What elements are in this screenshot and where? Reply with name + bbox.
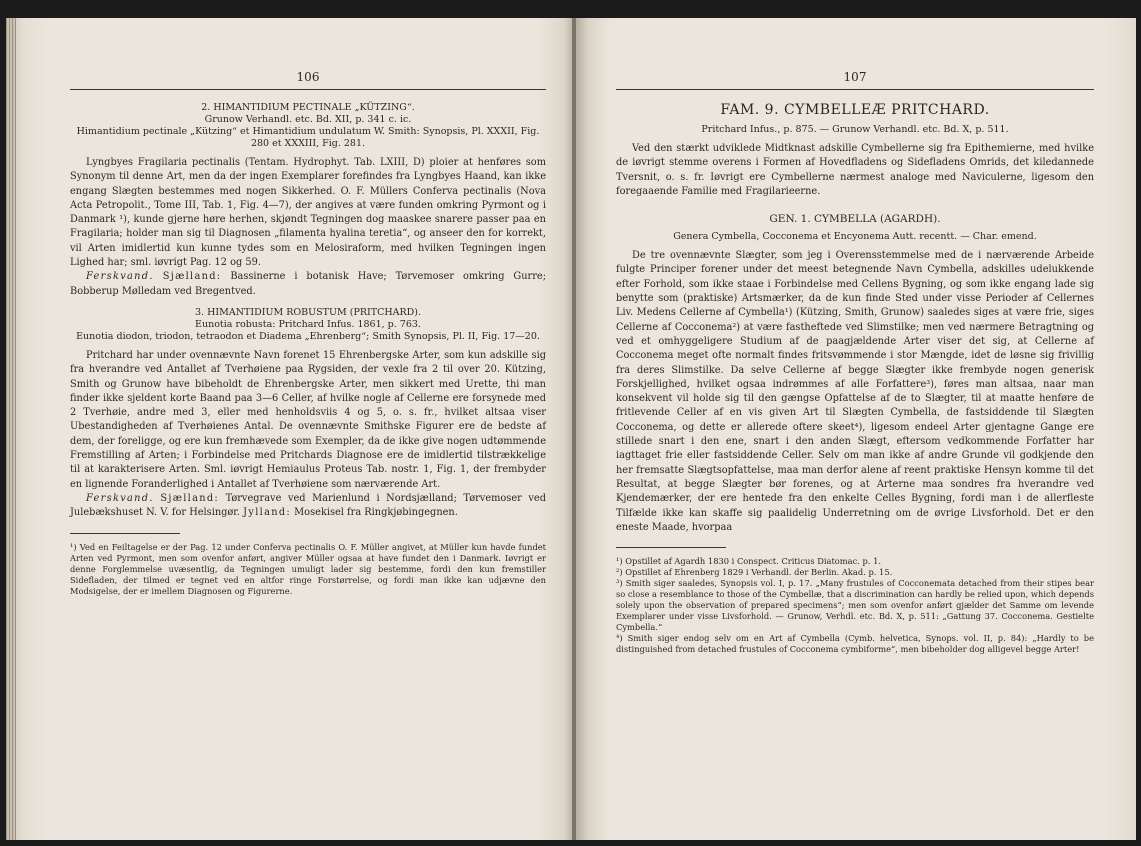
- family-heading: FAM. 9. CYMBELLEÆ PRITCHARD.: [720, 102, 990, 118]
- paragraph: Lyngbyes Fragilaria pectinalis (Tentam. Hydrophyt. Tab. LXIII, D) ploier at henføres som Synonym til denne Art, men da der ingen Exemplarer forefindes fra Lyngbyes Haand, kan ikke engang Slægten bestemmes med nogen Sikkerhed. O. F. Müllers Conferva pectinalis (Nova Acta Petropolit., Tome III, Tab. 1, Fig. 4—7), der angives at være funden omkring Pyrmont og i Danmark ¹), kunde gjerne høre herhen, skjøndt Tegningen dog maaskee snarere passer paa en Fragilaria; holder man sig til Diagnosen „filamenta hyalina teretia“, og anseer den for korrekt, vil Arten imidlertid kun kunne tydes som en Melosiraform, med hvilken Tegningen ingen Lighed har; sml. iøvrigt Pag. 12 og 59.: [70, 157, 546, 269]
- region-label: Sjælland:: [160, 492, 219, 504]
- right-page: [576, 18, 1136, 840]
- species-heading: 2. HIMANTIDIUM PECTINALE „KÜTZING“.: [201, 102, 415, 113]
- region-label: Sjælland:: [162, 271, 222, 283]
- species-reference: Eunotia diodon, triodon, tetraodon et Diadema „Ehrenberg“; Smith Synopsis, Pl. II, Fig. 17—20.: [76, 330, 540, 342]
- locality-text: Mosekisel fra Ringkjøbingegnen.: [294, 507, 458, 519]
- footnote: ²) Opstillet af Ehrenberg 1829 i Verhandl. der Berlin. Akad. p. 15.: [616, 567, 893, 578]
- locality-text: Tørvegrave ved Marienlund i Nordsjælland; Tørvemoser ved Julebækshuset N. V. for Helsingør.: [70, 492, 546, 519]
- footnote: ¹) Ved en Feiltagelse er der Pag. 12 under Conferva pectinalis O. F. Müller angivet, at Müller kun havde fundet Arten ved Pyrmont, men som ovenfor anført, angiver Müller ogsaa at have fundet den i Danmark. Iøvrigt er denne Forglemmelse uvæsentlig, da Tegningen umuligt lader sig bestemme, fordi den kun fremstiller Sidefladen, der tilmed er tegnet ved en altfor ringe Forstørrelse, og fordi man ikke kan udjævne den Modsigelse, der er imellem Diagnosen og Figurerne.: [70, 541, 546, 596]
- genus-reference: Genera Cymbella, Cocconema et Encyonema Autt. recentt. — Char. emend.: [673, 231, 1037, 243]
- page-number-left: 106: [296, 70, 320, 84]
- genus-heading: GEN. 1. CYMBELLA (AGARDH).: [769, 213, 941, 226]
- open-book: [6, 18, 1136, 840]
- habitat-label: Ferskvand.: [86, 492, 154, 504]
- footnote-rule: [616, 547, 726, 548]
- locality-text: Bassinerne i botanisk Have; Tørvemoser omkring Gurre; Bobberup Mølledam ved Bregentved.: [70, 271, 546, 297]
- footnote: ³) Smith siger saaledes, Synopsis vol. I, p. 17. „Many frustules of Cocconemata detached from their stipes bear so close a resemblance to those of the Cymbellæ, that a discrimination can hardly be relied upon, which depends solely upon the observation of prepared specimens“; men som ovenfor anført gjælder det Samme om levende Exemplarer under visse Livsforhold. — Grunow, Verhdl. etc. Bd. X, p. 511: „Gattung 37. Cocconema. Gestielte Cymbella.“: [616, 578, 1094, 633]
- species-reference: Eunotia robusta: Pritchard Infus. 1861, p. 763.: [195, 318, 421, 330]
- footnote-rule: [70, 533, 180, 534]
- habitat-label: Ferskvand.: [86, 271, 154, 283]
- family-reference: Pritchard Infus., p. 875. — Grunow Verhandl. etc. Bd. X, p. 511.: [701, 124, 1009, 135]
- locality-line: [70, 270, 546, 299]
- species-heading: 3. HIMANTIDIUM ROBUSTUM (PRITCHARD).: [194, 306, 421, 318]
- species-reference: Grunow Verhandl. etc. Bd. XII, p. 341 c. ic.: [204, 114, 412, 125]
- footnote: ⁴) Smith siger endog selv om en Art af Cymbella (Cymb. helvetica, Synops. vol. II, p. 84): „Hardly to be distinguished from detached frustules of Cocconema cymbiforme“, men bibeholder dog alligevel begge Arter!: [616, 633, 1094, 655]
- paragraph: De tre ovennævnte Slægter, som jeg i Overensstemmelse med de i nærværende Arbeide fulgte Principer forener under det meest betegnende Navn Cymbella, adskilles udelukkende efter Forhold, som ikke staae i Forbindelse med Cellens Bygning, og som ikke engang lade sig benytte som (praktiske) Artsmærker, da de kun finde Sted under visse Perioder af Cellernes Liv. Medens Cellerne af Cymbella¹) (Kützing, Smith, Grunow) saaledes siges at være frie, siges Cellerne af Cocconema²) at være fastheftede ved Slimstilke; men ved nærmere Betragtning og ved et omhyggeligere Studium af de paagjældende Arter viser det sig, at Cellerne af Cocconema meget ofte normalt findes fritsvømmende i stor Mængde, idet de løsne sig frivillig fra deres Slimstilke. Da selve Cellerne af begge Slægter ikke frembyde nogen generisk Forskjellighed, hvilket ogsaa indrømmes af alle Forfattere³), føres man altsaa, naar man konsekvent vil holde sig til den gængse Opfattelse af de to Slægter, til at maatte henføre de fritlevende Celler af en vis given Art til Slægten Cymbella, de fastsiddende til Slægten Cocconema, og dette er allerede oftere skeet⁴), ligesom endeel Arter gjentagne Gange ere stillede snart i den ene, snart i den anden Slægt, eftersom vedkommende Forfatter har iagttaget frie eller fastsiddende Celler. Selv om man ikke af andre Grunde vil godkjende den her fremsatte Slægtsopfattelse, maa man derfor alene af reent praktiske Hensyn komme til det Resultat, at begge Slægter bør forenes, og at Arterne maa sondres fra hverandre ved Kjendemærker, der ere hentede fra den enkelte Celles Bygning, fordi man i de allerfleste Tilfælde ikke kan skaffe sig paalidelig Underretning om de øvrige Livsforhold. Det er den eneste Maade, hvorpaa: [616, 250, 1094, 533]
- left-page: [6, 18, 574, 840]
- footnote: ¹) Opstillet af Agardh 1830 i Conspect. Criticus Diatomac. p. 1.: [616, 556, 882, 567]
- paragraph: Ved den stærkt udviklede Midtknast adskille Cymbellerne sig fra Epithemierne, med hvilke de iøvrigt stemme overens i Formen af Hovedfladens og Sidefladens Omrids, det kiledannede Tversnit, o. s. fr. Iøvrigt ere Cymbellerne nærmest analoge med Naviculerne, ligesom den foregaaende Familie med Fragilarieerne.: [616, 143, 1094, 197]
- header-rule: [616, 89, 1094, 90]
- species-reference: Himantidium pectinale „Kützing“ et Himantidium undulatum W. Smith: Synopsis, Pl. XXXII, Fig. 280 et XXXIII, Fig. 281.: [76, 126, 540, 149]
- header-rule: [70, 89, 546, 90]
- locality-line: [70, 492, 546, 521]
- page-edge: [6, 18, 16, 840]
- region-label: Jylland:: [243, 507, 292, 519]
- page-number-right: 107: [843, 70, 867, 84]
- paragraph: Pritchard har under ovennævnte Navn forenet 15 Ehrenbergske Arter, som kun adskille sig fra hverandre ved Antallet af Tverhøiene paa Rygsiden, der vexle fra 2 til over 20. Kützing, Smith og Grunow have bibeholdt de Ehrenbergske Arter, men sikkert med Urette, thi man finder ikke sjeldent korte Baand paa 3—6 Celler, af hvilke nogle af Cellerne ere forsynede med 2 Tverhøie, andre med 3, eller med henholdsviis 4 og 5, o. s. fr., hvilket altsaa viser Ubestandigheden af Tverhøienes Antal. De ovennævnte Smithske Figurer ere de bedste af dem, der foreligge, og ere kun fremhævede som Exempler, da de ikke give nogen udtømmende Fremstilling af Arten; i Forbindelse med Pritchards Diagnose ere de imidlertid tilstrækkelige til at karakterisere Arten. Sml. iøvrigt Hemiaulus Proteus Tab. nostr. 1, Fig. 1, der frembyder en lignende Foranderlighed i Antallet af Tverhøiene som nærværende Art.: [70, 349, 546, 490]
